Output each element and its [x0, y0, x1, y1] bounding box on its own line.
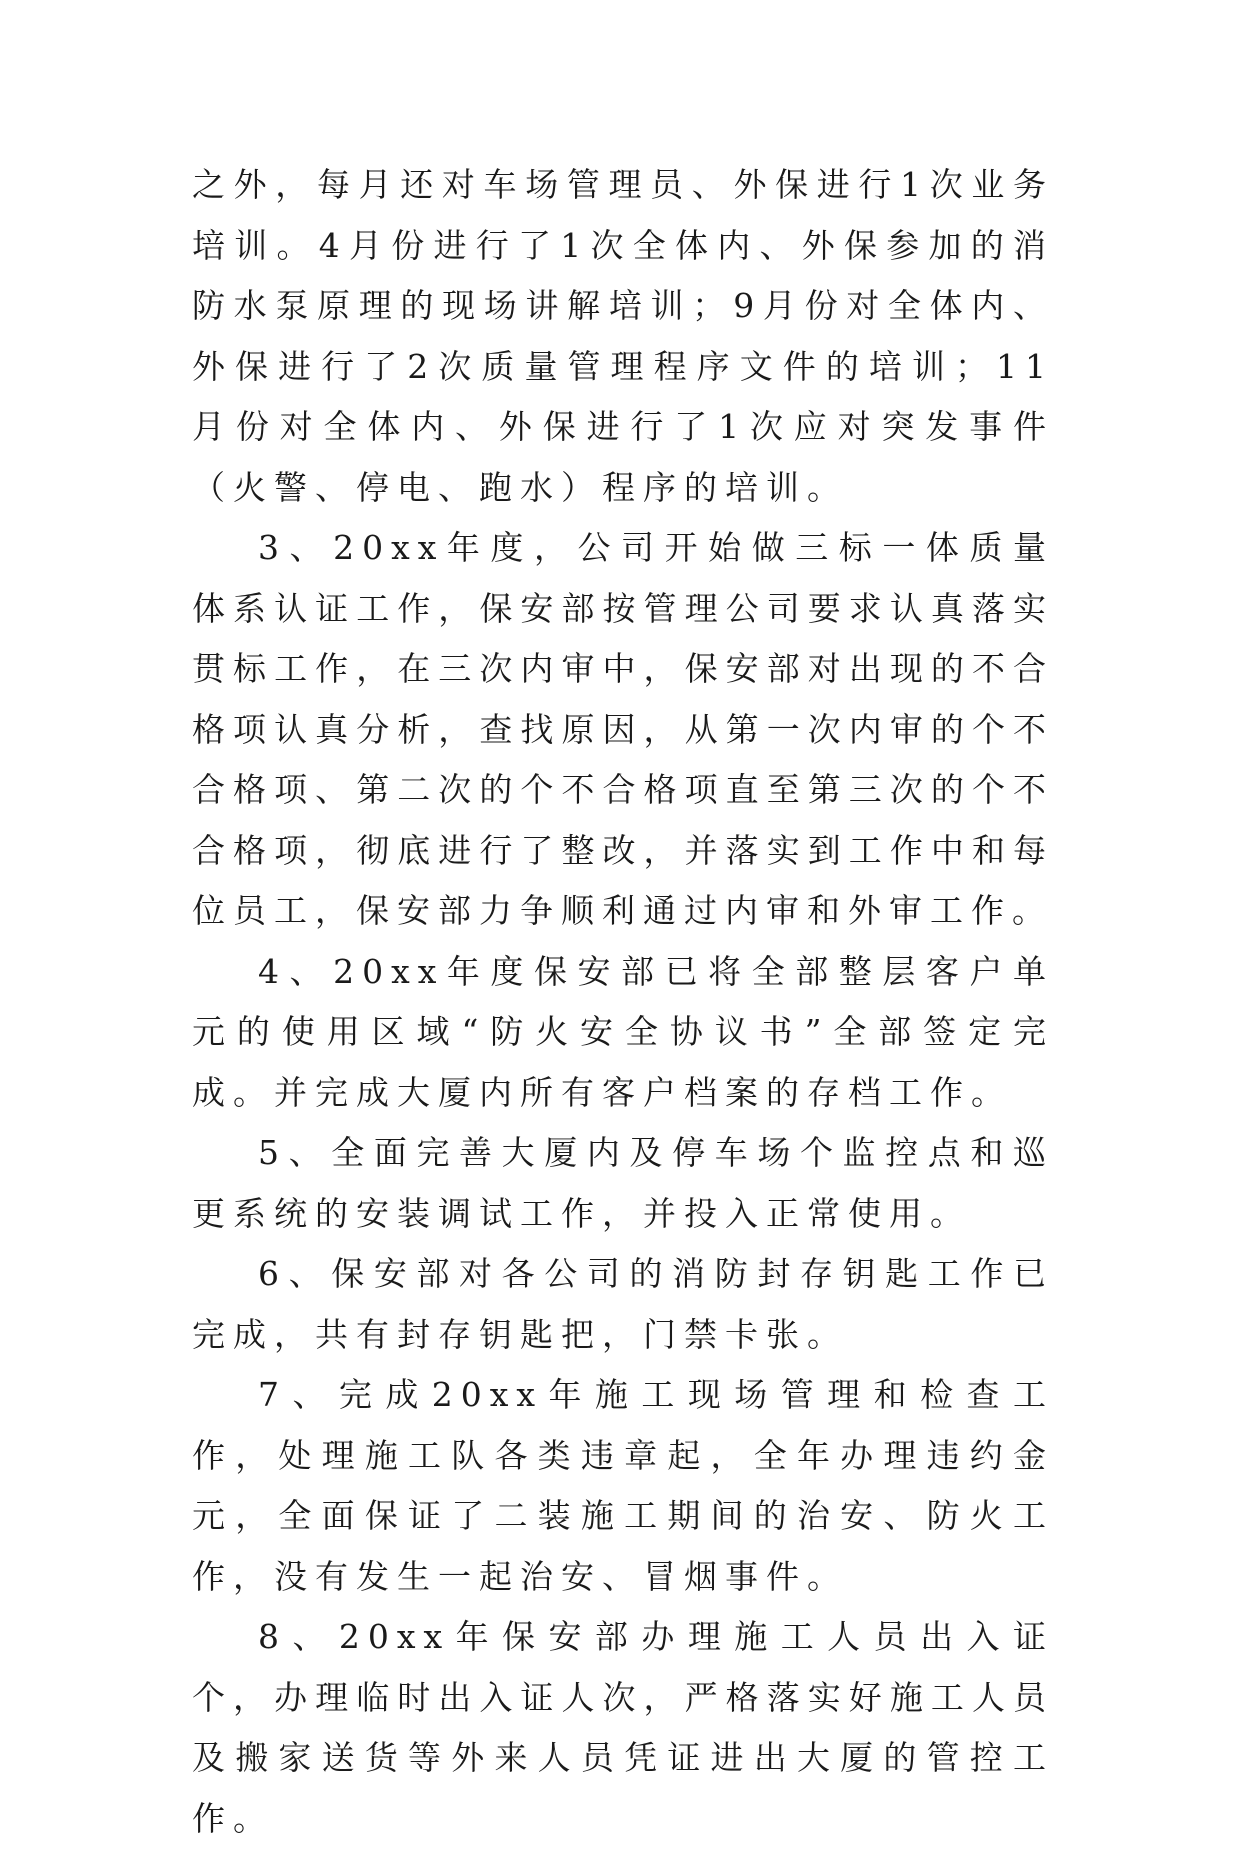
paragraph-item-6: 6、保安部对各公司的消防封存钥匙工作已完成，共有封存钥匙把，门禁卡张。	[192, 1254, 1054, 1354]
document-page	[192, 155, 1054, 1849]
paragraph-continuation: 之外，每月还对车场管理员、外保进行1次业务培训。4月份进行了1次全体内、外保参加的消防水泵原理的现场讲解培训；9月份对全体内、外保进行了2次质量管理程序文件的培训；11月份对全体内、外保进行了1次应对突发事件（火警、停电、跑水）程序的培训。	[192, 165, 1054, 507]
paragraph-item-3: 3、20xx年度，公司开始做三标一体质量体系认证工作，保安部按管理公司要求认真落实贯标工作，在三次内审中，保安部对出现的不合格项认真分析，查找原因，从第一次内审的个不合格项、第二次的个不合格项直至第三次的个不合格项，彻底进行了整改，并落实到工作中和每位员工，保安部力争顺利通过内审和外审工作。	[192, 528, 1054, 930]
paragraph-item-4: 4、20xx年度保安部已将全部整层客户单元的使用区域“防火安全协议书”全部签定完成。并完成大厦内所有客户档案的存档工作。	[192, 951, 1054, 1112]
paragraph-item-5: 5、全面完善大厦内及停车场个监控点和巡更系统的安装调试工作，并投入正常使用。	[192, 1133, 1054, 1233]
paragraph-item-8: 8、20xx年保安部办理施工人员出入证个，办理临时出入证人次，严格落实好施工人员及搬家送货等外来人员凭证进出大厦的管控工作。	[192, 1617, 1054, 1838]
paragraph-item-7: 7、完成20xx年施工现场管理和检查工作，处理施工队各类违章起，全年办理违约金元，全面保证了二装施工期间的治安、防火工作，没有发生一起治安、冒烟事件。	[192, 1375, 1054, 1596]
